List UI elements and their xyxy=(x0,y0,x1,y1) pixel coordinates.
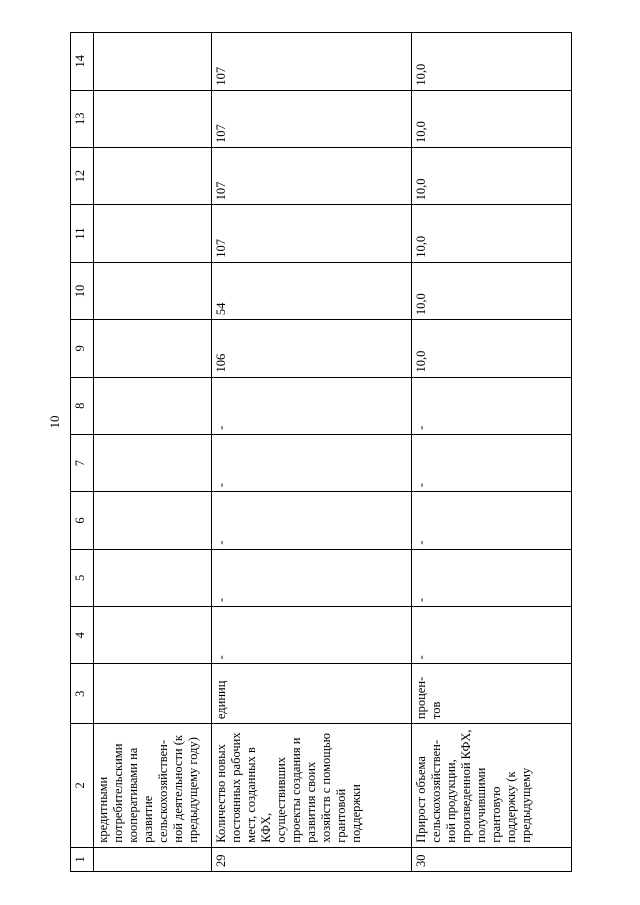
indicator-name: Прирост объема сельскохозяйствен-ной продукции, произведенной КФХ, получившими грантовую поддержку (к предыдущему xyxy=(412,724,572,848)
value-cell xyxy=(94,147,212,204)
value-cell: 10,0 xyxy=(412,320,572,377)
value-cell: - xyxy=(412,607,572,664)
value-cell xyxy=(94,90,212,147)
table-row xyxy=(412,33,572,872)
row-number: 29 xyxy=(212,847,412,871)
value-cell: 107 xyxy=(212,33,412,91)
header-cell: 6 xyxy=(71,492,94,549)
rotated-table-container xyxy=(70,32,575,872)
header-cell: 10 xyxy=(71,262,94,319)
indicator-name: кредитными потребительскими кооперативами на развитие сельскохозяйствен-ной деятельности (к предыдущему году) xyxy=(94,724,212,848)
header-cell: 1 xyxy=(71,847,94,871)
table-row xyxy=(212,33,412,872)
value-cell: 10,0 xyxy=(412,90,572,147)
table-row xyxy=(94,33,212,872)
header-cell: 9 xyxy=(71,320,94,377)
value-cell: 10,0 xyxy=(412,205,572,262)
header-cell: 14 xyxy=(71,33,94,91)
value-cell: 54 xyxy=(212,262,412,319)
header-row xyxy=(71,33,94,872)
value-cell xyxy=(94,549,212,606)
value-cell: - xyxy=(212,377,412,434)
value-cell: 107 xyxy=(212,205,412,262)
row-number: 30 xyxy=(412,847,572,871)
header-cell: 2 xyxy=(71,724,94,848)
header-cell: 13 xyxy=(71,90,94,147)
value-cell xyxy=(94,607,212,664)
value-cell: - xyxy=(212,434,412,491)
value-cell xyxy=(94,262,212,319)
value-cell xyxy=(94,492,212,549)
value-cell xyxy=(94,33,212,91)
value-cell: - xyxy=(412,434,572,491)
value-cell: - xyxy=(212,549,412,606)
value-cell: - xyxy=(212,492,412,549)
header-cell: 11 xyxy=(71,205,94,262)
value-cell: 107 xyxy=(212,147,412,204)
value-cell: 107 xyxy=(212,90,412,147)
value-cell: 10,0 xyxy=(412,147,572,204)
unit-cell: процен-тов xyxy=(412,664,572,724)
header-cell: 5 xyxy=(71,549,94,606)
header-cell: 3 xyxy=(71,664,94,724)
indicator-name: Количество новых постоянных рабочих мест, созданных в КФХ, осуществивших проекты создания и развития своих хозяйств с помощью грантовой поддержки xyxy=(212,724,412,848)
page-number: 10 xyxy=(47,415,62,429)
value-cell: 10,0 xyxy=(412,262,572,319)
value-cell: 10,0 xyxy=(412,33,572,91)
unit-cell: единиц xyxy=(212,664,412,724)
header-cell: 7 xyxy=(71,434,94,491)
header-cell: 8 xyxy=(71,377,94,434)
value-cell xyxy=(94,377,212,434)
unit-cell xyxy=(94,664,212,724)
header-cell: 4 xyxy=(71,607,94,664)
value-cell: 106 xyxy=(212,320,412,377)
value-cell: - xyxy=(412,377,572,434)
indicators-table xyxy=(70,32,572,872)
row-number xyxy=(94,847,212,871)
value-cell: - xyxy=(412,492,572,549)
value-cell: - xyxy=(212,607,412,664)
value-cell xyxy=(94,434,212,491)
value-cell xyxy=(94,320,212,377)
value-cell xyxy=(94,205,212,262)
header-cell: 12 xyxy=(71,147,94,204)
value-cell: - xyxy=(412,549,572,606)
